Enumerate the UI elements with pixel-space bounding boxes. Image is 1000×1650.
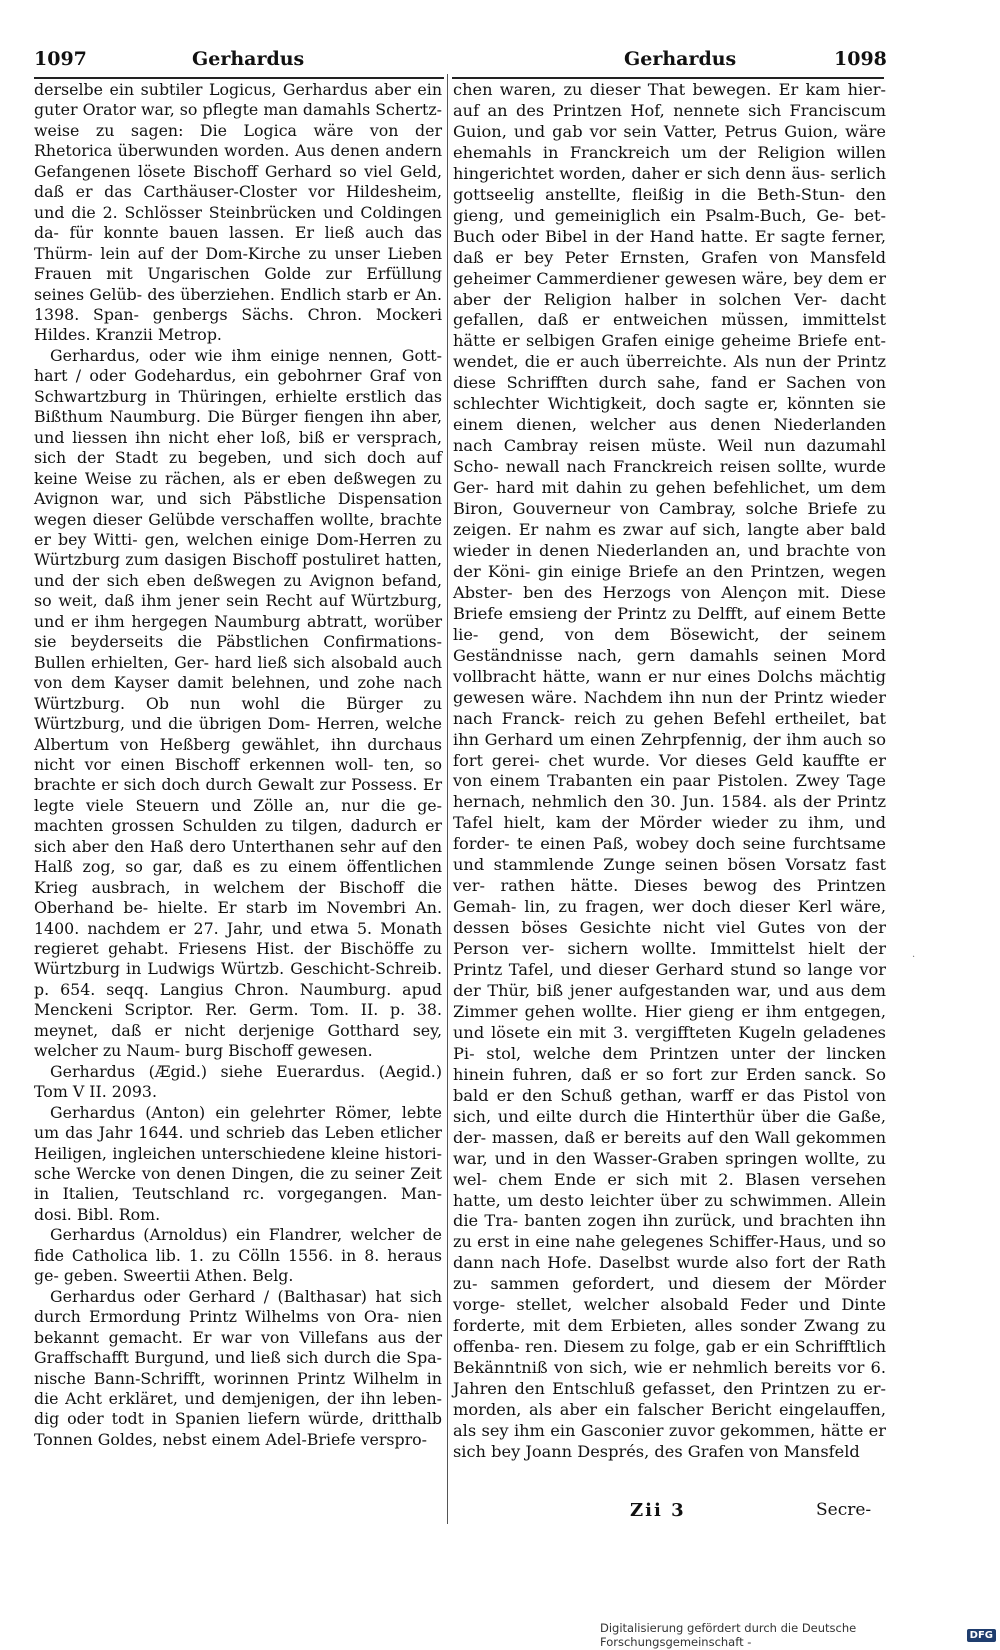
header-rule-left [34,77,444,79]
digitization-footer [600,1621,996,1649]
catchword: Secre- [816,1500,872,1520]
entry-paragraph: Gerhardus oder Gerhard / (Balthasar) hat sich durch Ermordung Printz Wilhelms von Ora- nien bekannt gemacht. Er war von Villefans aus der Graffschafft Burgund, und ließ sich durch die Spa- nische Bann-Schrifft, worinnen Printz Wilhelm in die Acht erkläret, und demjenigen, der ihn leben- dig oder todt in Spanien liefern würde, dritthalb Tonnen Goldes, nebst einem Adel-Briefe verspro- [34,1286,442,1449]
left-column [34,80,442,1450]
signature-mark: Zii 3 [630,1500,686,1521]
running-head-left: Gerhardus [192,48,305,70]
entry-paragraph: Gerhardus (Arnoldus) ein Flandrer, welcher de fide Catholica lib. 1. zu Cölln 1556. in 8. heraus ge- geben. Sweertii Athen. Belg. [34,1225,442,1286]
scan-speck: · [912,952,916,963]
header-rule-right [452,77,884,79]
footer-text: Digitalisierung gefördert durch die Deutsche Forschungsgemeinschaft - [600,1621,857,1649]
page-header [0,48,1000,78]
right-column [453,80,886,1463]
page-number-left: 1097 [34,48,87,70]
entry-paragraph: Gerhardus, oder wie ihm einige nennen, Gott- hart / oder Godehardus, ein gebohrner Graf von Schwartzburg in Thüringen, erhielte erstlich das Bißthum Naumburg. Die Bürger fiengen ihn aber, und liessen ihn nicht eher loß, biß er versprach, sich der Stadt zu begeben, und sich doch auf keine Weise zu rächen, als er eben deßwegen zu Avignon war, und sich Päbstliche Dispensation wegen dieser Gelübde verschaffen wollte, brachte er bey Witti- gen, welchen einige Dom-Herren zu Würtzburg zum dasigen Bischoff postuliret hatten, und der sich eben deßwegen zu Avignon befand, so weit, daß ihm jener sein Recht auf Würtzburg, und er ihm hergegen Naumburg abtratt, worüber sie beyderseits die Päbstlichen Confirmations-Bullen erhielten, Ger- hard ließ sich alsobald auch von dem Kayser damit belehnen, und zohe nach Würtzburg. Ob nun wohl die Bürger zu Würtzburg, und die übrigen Dom- Herren, welche Albertum von Heßberg gewählet, ihn durchaus nicht vor einen Bischoff erkennen woll- ten, so brachte er sich doch durch Gewalt zur Possess. Er legte viele Steuern und Zölle an, nur die ge- machten grossen Schulden zu tilgen, dadurch er sich aber den Haß dero Unterthanen sehr auf den Halß zog, so gar, daß es zu einem öffentlichen Krieg ausbrach, in welchem der Bischoff die Oberhand be- hielte. Er starb im Novembri An. 1400. nachdem er 27. Jahr, und etwa 5. Monath regieret gehabt. Friesens Hist. der Bischöffe zu Würtzburg in Ludwigs Würtzb. Geschicht-Schreib. p. 654. seqq. Langius Chron. Naumburg. apud Menckeni Scriptor. Rer. Germ. Tom. II. p. 38. meynet, daß er nicht derjenige Gotthard sey, welcher zu Naum- burg Bischoff gewesen. [34,345,442,1061]
running-head-right: Gerhardus [624,48,737,70]
entry-paragraph: Gerhardus (Ægid.) siehe Euerardus. (Aegid.) Tom V II. 2093. [34,1061,442,1102]
entry-paragraph: chen waren, zu dieser That bewegen. Er kam hier- auf an des Printzen Hof, nennete sich Franciscum Guion, und gab vor sein Vatter, Petrus Guion, wäre ehemahls in Franckreich um der Religion willen hingerichtet worden, daher er sich denn äus- serlich gottseelig anstellte, fleißig in die Beth-Stun- den gieng, und gemeiniglich ein Psalm-Buch, Ge- bet-Buch oder Bibel in der Hand hatte. Er sagte ferner, daß er bey Peter Ernsten, Grafen von Mansfeld geheimer Cammerdiener gewesen wäre, bey dem er aber der Religion halber in solchen Ver- dacht gefallen, daß er entweichen müssen, immittelst hätte er selbigen Grafen einige geheime Briefe ent- wendet, die er auch überreichte. Als nun der Printz diese Schrifften durch sahe, fand er Sachen von schlechter Wichtigkeit, doch sagte er, könnten sie einem dienen, welcher aus denen Niederlanden nach Cambray reisen müste. Weil nun dazumahl Scho- newall nach Franckreich reisen sollte, wurde Ger- hard mit dahin zu gehen befehlichet, um dem Biron, Gouverneur von Cambray, solche Briefe zu zeigen. Er nahm es zwar auf sich, langte aber bald wieder in denen Niederlanden an, und brachte von der Köni- gin einige Briefe an den Printzen, wegen Abster- ben des Herzogs von Alençon mit. Diese Briefe emsieng der Printz zu Delfft, auf einem Bette lie- gend, von dem Bösewicht, der seinem Geständnisse nach, gern damahls seinen Mord vollbracht hätte, wann er nur eines Dolchs mächtig gewesen wäre. Nachdem ihn nun der Printz wieder nach Franck- reich zu gehen Befehl ertheilet, bat ihn Gerhard um einen Zehrpfennig, der ihm auch so fort gerei- chet wurde. Vor dieses Geld kauffte er von einem Trabanten ein paar Pistolen. Zwey Tage hernach, nehmlich den 30. Jun. 1584. als der Printz Tafel hielt, kam der Mörder wieder zu ihm, und forder- te einen Paß, wobey doch seine furchtsame und stammlende Zunge seinen bösen Vorsatz fast ver- rathen hätte. Dieses bewog des Printzen Gemah- lin, zu fragen, wer doch dieser Kerl wäre, dessen böses Gesichte nicht viel Gutes von der Person ver- sichern wollte. Immittelst hielt der Printz Tafel, und dieser Gerhard stund so lange vor der Thür, biß jener aufgestanden war, und aus dem Zimmer gehen wollte. Hier gieng er ihm entgegen, und lösete ein mit 3. vergiffteten Kugeln geladenes Pi- stol, welche dem Printzen unter der lincken hinein fuhren, daß er so fort zur Erden sanck. So bald er den Schuß gethan, warff er das Pistol von sich, und eilte durch die Hinterthür über die Gaße, der- massen, daß er bereits auf den Wall gekommen war, und in den Wasser-Graben springen wollte, zu wel- chem Ende er sich mit 2. Blasen versehen hatte, um desto leichter über zu schwimmen. Allein die Tra- banten zogen ihn zurück, und brachten ihn zu erst in eine nahe gelegenes Schiffer-Haus, und so dann nach Hofe. Daselbst wurde also fort der Rath zu- sammen gefordert, und diesem der Mörder vorge- stellet, welcher alsobald Feder und Dinte forderte, mit dem Erbieten, alles sonder Zwang zu offenba- ren. Diesem zu folge, gab er ein Schrifftlich Bekänntniß von sich, wie er nehmlich bereits vor 6. Jahren den Entschluß gefasset, den Printzen zu er- morden, als aber ein falscher Bericht eingelauffen, als sey ihm ein Gasconier zuvor gekommen, hätte er sich bey Joann Després, des Grafen von Mansfeld [453,80,886,1461]
column-divider [447,74,448,1524]
page-number-right: 1098 [834,48,887,70]
entry-paragraph: derselbe ein subtiler Logicus, Gerhardus aber ein guter Orator war, so pflegte man damahls Schertz- weise zu sagen: Die Logica wäre von der Rhetorica überwunden worden. Aus denen andern Gefangenen lösete Bischoff Gerhard so viel Geld, daß er das Carthäuser-Closter vor Hildesheim, und die 2. Schlösser Steinbrücken und Coldingen da- für konnte bauen lassen. Er ließ auch das Thürm- lein auf der Dom-Kirche zu unser Lieben Frauen mit Ungarischen Golde zur Erfüllung seines Gelüb- des überziehen. Endlich starb er An. 1398. Span- genbergs Sächs. Chron. Mockeri Hildes. Kranzii Metrop. [34,80,442,345]
entry-paragraph: Gerhardus (Anton) ein gelehrter Römer, lebte um das Jahr 1644. und schrieb das Leben etlicher Heiligen, ingleichen unterschiedene kleine histori- sche Wercke von denen Dingen, die zu seiner Zeit in Italien, Teutschland rc. vorgegangen. Man- dosi. Bibl. Rom. [34,1102,442,1224]
dfg-logo: DFG [967,1629,996,1642]
